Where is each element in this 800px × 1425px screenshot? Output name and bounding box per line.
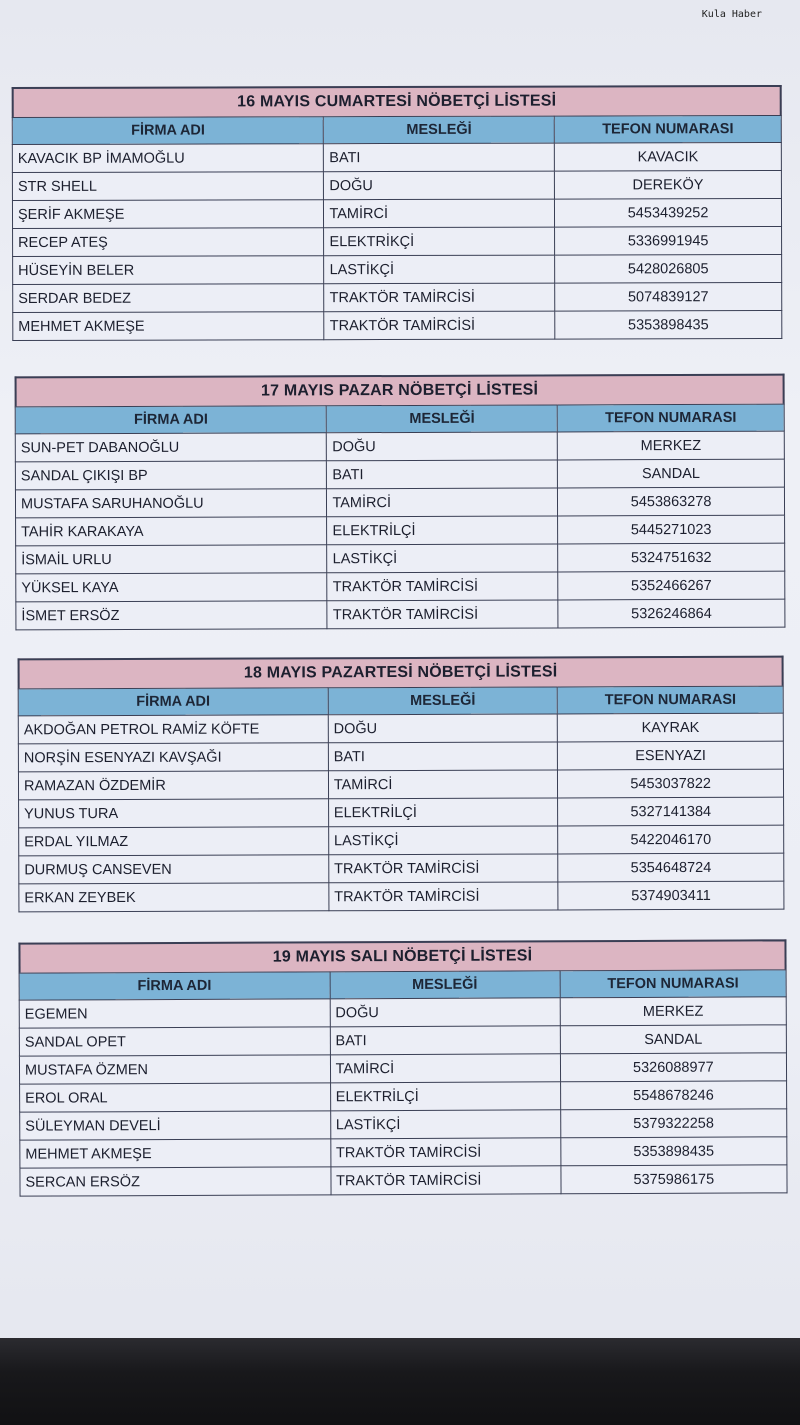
cell-phone: 5453863278 [558, 487, 785, 516]
cell-phone: 5428026805 [555, 254, 782, 283]
header-row [12, 115, 781, 144]
table-row [16, 571, 785, 602]
cell-profession: TRAKTÖR TAMİRCİSİ [329, 882, 559, 911]
cell-firm-name: SERCAN ERSÖZ [20, 1167, 331, 1196]
cell-firm-name: MEHMET AKMEŞE [20, 1139, 331, 1168]
cell-phone: SANDAL [560, 1025, 786, 1054]
table-row [20, 1165, 787, 1196]
cell-phone: KAYRAK [558, 713, 784, 742]
table-row [19, 881, 784, 912]
table-row [18, 741, 783, 772]
table-row [16, 543, 785, 574]
table-row [13, 226, 782, 256]
cell-profession: ELEKTRİLÇİ [328, 798, 558, 827]
column-header-firm: FİRMA ADI [12, 117, 324, 145]
table-row [13, 282, 782, 312]
cell-firm-name: SERDAR BEDEZ [13, 284, 325, 313]
header-row [15, 404, 784, 434]
cell-profession: TRAKTÖR TAMİRCİSİ [331, 1166, 561, 1195]
cell-firm-name: YÜKSEL KAYA [16, 573, 328, 602]
cell-firm-name: RECEP ATEŞ [13, 228, 325, 257]
cell-profession: BATI [324, 143, 555, 172]
cell-profession: LASTİKÇİ [330, 1110, 560, 1139]
column-header-firm: FİRMA ADI [18, 688, 328, 716]
table-row [12, 170, 781, 200]
table-row [15, 487, 784, 518]
cell-phone: 5353898435 [555, 310, 782, 339]
table-row [19, 797, 784, 828]
cell-phone: DEREKÖY [555, 170, 782, 199]
column-header-profession: MESLEĞİ [327, 405, 558, 433]
cell-profession: ELEKTRİLÇİ [327, 516, 558, 545]
cell-profession: BATI [327, 460, 558, 489]
table-row [19, 997, 786, 1028]
cell-phone: 5074839127 [555, 282, 782, 311]
column-header-phone: TEFON NUMARASI [557, 686, 783, 714]
table-row [13, 254, 782, 284]
cell-firm-name: HÜSEYİN BELER [13, 256, 325, 285]
table-row [20, 1081, 787, 1112]
cell-phone: 5354648724 [558, 853, 784, 882]
cell-phone: 5548678246 [560, 1081, 786, 1110]
cell-profession: DOĞU [324, 171, 555, 200]
cell-firm-name: MUSTAFA ÖZMEN [19, 1055, 330, 1084]
column-header-profession: MESLEĞİ [324, 116, 555, 144]
cell-profession: LASTİKÇİ [328, 826, 558, 855]
table-row [19, 853, 784, 884]
cell-phone: 5326088977 [560, 1053, 786, 1082]
cell-profession: TAMİRCİ [324, 199, 555, 228]
table-row [20, 1137, 787, 1168]
list-title: 18 MAYIS PAZARTESİ NÖBETÇİ LİSTESİ [18, 656, 784, 689]
duty-table [15, 404, 786, 631]
cell-profession: TAMİRCİ [327, 488, 558, 517]
cell-profession: TRAKTÖR TAMİRCİSİ [329, 854, 559, 883]
column-header-phone: TEFON NUMARASI [560, 970, 786, 998]
cell-phone: MERKEZ [557, 431, 784, 460]
column-header-profession: MESLEĞİ [330, 971, 560, 999]
cell-firm-name: EGEMEN [19, 999, 330, 1028]
header-row [19, 970, 786, 1000]
cell-phone: 5453037822 [558, 769, 784, 798]
table-row [12, 198, 781, 228]
cell-firm-name: NORŞİN ESENYAZI KAVŞAĞI [18, 743, 328, 772]
cell-firm-name: RAMAZAN ÖZDEMİR [18, 771, 328, 800]
cell-profession: DOĞU [327, 432, 558, 461]
cell-profession: TAMİRCİ [328, 770, 558, 799]
cell-profession: TRAKTÖR TAMİRCİSİ [324, 311, 555, 340]
list-title: 17 MAYIS PAZAR NÖBETÇİ LİSTESİ [15, 374, 785, 407]
cell-firm-name: SÜLEYMAN DEVELİ [20, 1111, 331, 1140]
table-row [16, 599, 785, 630]
cell-firm-name: ERDAL YILMAZ [19, 827, 329, 856]
cell-phone: 5453439252 [555, 198, 782, 227]
cell-profession: BATI [330, 1026, 560, 1055]
duty-list-1 [12, 85, 783, 341]
column-header-profession: MESLEĞİ [328, 687, 558, 715]
duty-table [12, 115, 783, 341]
cell-firm-name: İSMAİL URLU [16, 545, 328, 574]
cell-profession: ELEKTRİLÇİ [330, 1082, 560, 1111]
cell-firm-name: AKDOĞAN PETROL RAMİZ KÖFTE [18, 715, 328, 744]
cell-firm-name: STR SHELL [12, 172, 324, 201]
table-row [19, 825, 784, 856]
cell-firm-name: YUNUS TURA [19, 799, 329, 828]
cell-firm-name: MUSTAFA SARUHANOĞLU [15, 489, 327, 518]
table-row [20, 1109, 787, 1140]
cell-firm-name: ŞERİF AKMEŞE [12, 200, 324, 229]
cell-phone: 5327141384 [558, 797, 784, 826]
cell-firm-name: SUN-PET DABANOĞLU [15, 433, 327, 462]
column-header-phone: TEFON NUMARASI [557, 404, 784, 432]
table-row [19, 1053, 786, 1084]
cell-profession: DOĞU [330, 998, 560, 1027]
cell-profession: TRAKTÖR TAMİRCİSİ [324, 283, 555, 312]
cell-phone: 5336991945 [555, 226, 782, 255]
cell-phone: 5352466267 [558, 571, 785, 600]
duty-list-4 [18, 939, 787, 1196]
cell-firm-name: DURMUŞ CANSEVEN [19, 855, 329, 884]
cell-profession: TRAKTÖR TAMİRCİSİ [330, 1138, 560, 1167]
cell-firm-name: KAVACIK BP İMAMOĞLU [12, 144, 324, 173]
cell-firm-name: ERKAN ZEYBEK [19, 883, 329, 912]
duty-table [18, 686, 785, 913]
duty-table [19, 969, 788, 1196]
column-header-firm: FİRMA ADI [15, 406, 327, 434]
column-header-phone: TEFON NUMARASI [554, 115, 781, 143]
cell-profession: TRAKTÖR TAMİRCİSİ [327, 572, 558, 601]
cell-firm-name: İSMET ERSÖZ [16, 601, 328, 630]
cell-firm-name: SANDAL ÇIKIŞI BP [15, 461, 327, 490]
duty-list-2 [15, 374, 786, 631]
cell-profession: LASTİKÇİ [324, 255, 555, 284]
cell-phone: ESENYAZI [558, 741, 784, 770]
cell-phone: KAVACIK [554, 142, 781, 171]
list-title: 16 MAYIS CUMARTESİ NÖBETÇİ LİSTESİ [12, 85, 782, 117]
cell-firm-name: EROL ORAL [20, 1083, 331, 1112]
cell-profession: BATI [328, 742, 558, 771]
cell-profession: DOĞU [328, 714, 558, 743]
cell-phone: 5379322258 [560, 1109, 786, 1138]
dark-surface [0, 1338, 800, 1425]
cell-phone: 5374903411 [558, 881, 784, 910]
list-title: 19 MAYIS SALI NÖBETÇİ LİSTESİ [18, 939, 786, 972]
cell-firm-name: TAHİR KARAKAYA [16, 517, 328, 546]
cell-phone: MERKEZ [560, 997, 786, 1026]
header-row [18, 686, 783, 716]
cell-profession: LASTİKÇİ [327, 544, 558, 573]
cell-profession: TRAKTÖR TAMİRCİSİ [327, 600, 558, 629]
table-row [15, 459, 784, 490]
table-row [15, 431, 784, 462]
cell-phone: SANDAL [557, 459, 784, 488]
cell-firm-name: SANDAL OPET [19, 1027, 330, 1056]
column-header-firm: FİRMA ADI [19, 972, 330, 1000]
cell-phone: 5422046170 [558, 825, 784, 854]
table-row [12, 142, 781, 172]
cell-profession: TAMİRCİ [330, 1054, 560, 1083]
cell-phone: 5324751632 [558, 543, 785, 572]
cell-phone: 5375986175 [561, 1165, 787, 1194]
cell-profession: ELEKTRİKÇİ [324, 227, 555, 256]
cell-firm-name: MEHMET AKMEŞE [13, 312, 325, 341]
table-row [18, 769, 783, 800]
table-row [18, 713, 783, 744]
table-row [19, 1025, 786, 1056]
cell-phone: 5353898435 [561, 1137, 787, 1166]
cell-phone: 5326246864 [558, 599, 785, 628]
watermark: Kula Haber [701, 9, 762, 20]
cell-phone: 5445271023 [558, 515, 785, 544]
table-row [13, 310, 782, 340]
duty-list-3 [18, 656, 785, 913]
table-row [16, 515, 785, 546]
